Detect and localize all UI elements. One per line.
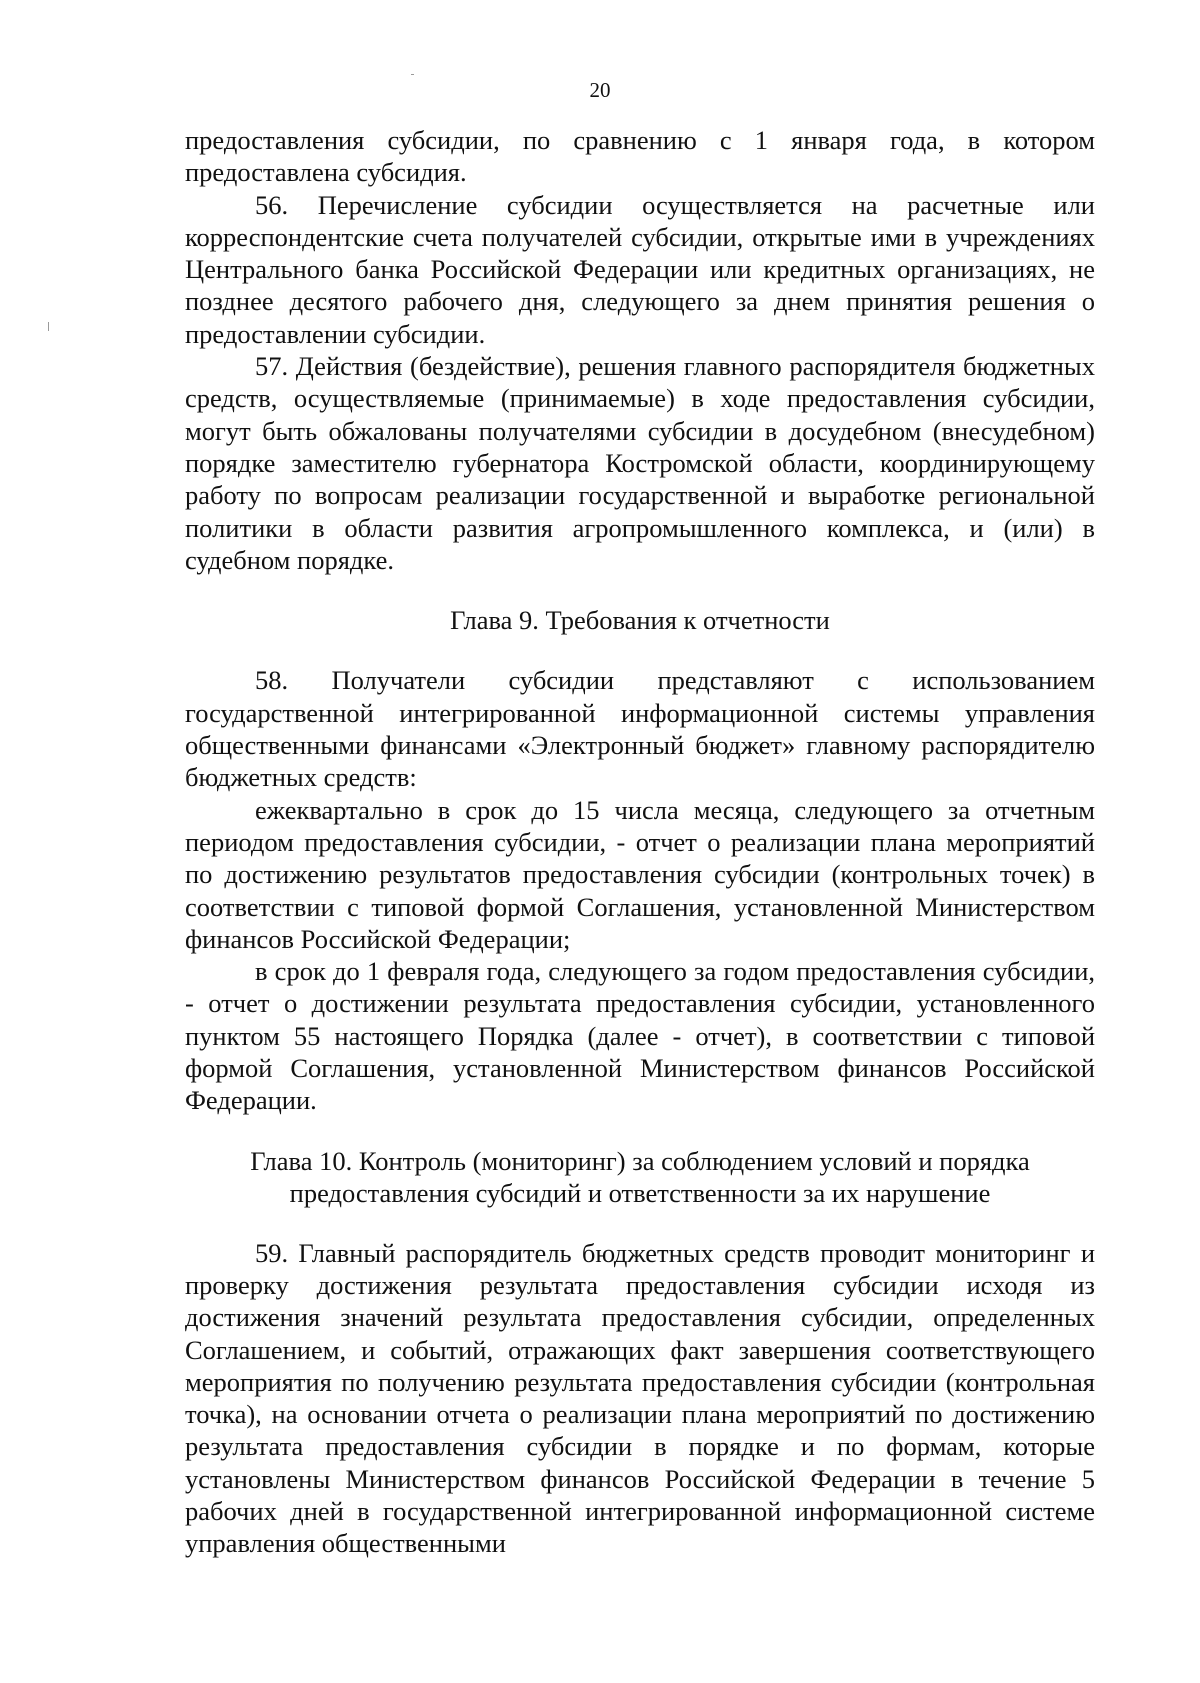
page-number: 20	[589, 78, 611, 102]
chapter-10-heading-line-2: предоставления субсидий и ответственности за их нарушение	[289, 1177, 991, 1208]
paragraph-58-item-1: ежеквартально в срок до 15 числа месяца, следующего за отчетным периодом предоставления субсидии, - отчет о реализации плана мероприятий по достижению результатов предоставления субсидии (контрольных точек) в соответствии с типовой формой Соглашения, установленной Министерством финансов Российской Федерации;	[185, 794, 1095, 954]
chapter-10-heading-line-1: Глава 10. Контроль (мониторинг) за соблюдением условий и порядка	[250, 1145, 1030, 1176]
paragraph-55-continuation: предоставления субсидии, по сравнению с 1 января года, в котором предоставлена субсидия.	[185, 125, 1095, 188]
scan-mark	[411, 74, 414, 75]
paragraph-56: 56. Перечисление субсидии осуществляется на расчетные или корреспондентские счета получателей субсидии, открытые ими в учреждениях Центрального банка Российской Федерации или кредитных организациях, не позднее десятого рабочего дня, следующего за днем принятия решения о предоставлении субсидии.	[185, 189, 1095, 349]
paragraph-58: 58. Получатели субсидии представляют с использованием государственной интегрированной информационной системы управления общественными финансами «Электронный бюджет» главному распорядителю бюджетных средств:	[185, 665, 1095, 793]
paragraph-58-item-2: в срок до 1 февраля года, следующего за годом предоставления субсидии, - отчет о достижении результата предоставления субсидии, установленного пунктом 55 настоящего Порядка (далее - отчет), в соответствии с типовой формой Соглашения, установленной Министерством финансов Российской Федерации.	[185, 956, 1095, 1116]
paragraph-57: 57. Действия (бездействие), решения главного распорядителя бюджетных средств, осуществляемые (принимаемые) в ходе предоставления субсидии, могут быть обжалованы получателями субсидии в досудебном (внесудебном) порядке заместителю губернатора Костромской области, координирующему работу по вопросам реализации государственной и выработке региональной политики в области развития агропромышленного комплекса, и (или) в судебном порядке.	[185, 351, 1095, 575]
chapter-10-heading	[185, 1145, 1095, 1209]
document-body	[185, 124, 1095, 1560]
chapter-9-heading: Глава 9. Требования к отчетности	[450, 605, 830, 636]
paragraph-59: 59. Главный распорядитель бюджетных средств проводит мониторинг и проверку достижения результата предоставления субсидии исходя из достижения значений результата предоставления субсидии, определенных Соглашением, и событий, отражающих факт завершения соответствующего мероприятия по получению результата предоставления субсидии (контрольная точка), на основании отчета о реализации плана мероприятий по достижению результата предоставления субсидии в порядке и по формам, которые установлены Министерством финансов Российской Федерации в течение 5 рабочих дней в государственной интегрированной информационной системе управления общественными	[185, 1237, 1095, 1559]
scan-mark	[48, 322, 49, 331]
